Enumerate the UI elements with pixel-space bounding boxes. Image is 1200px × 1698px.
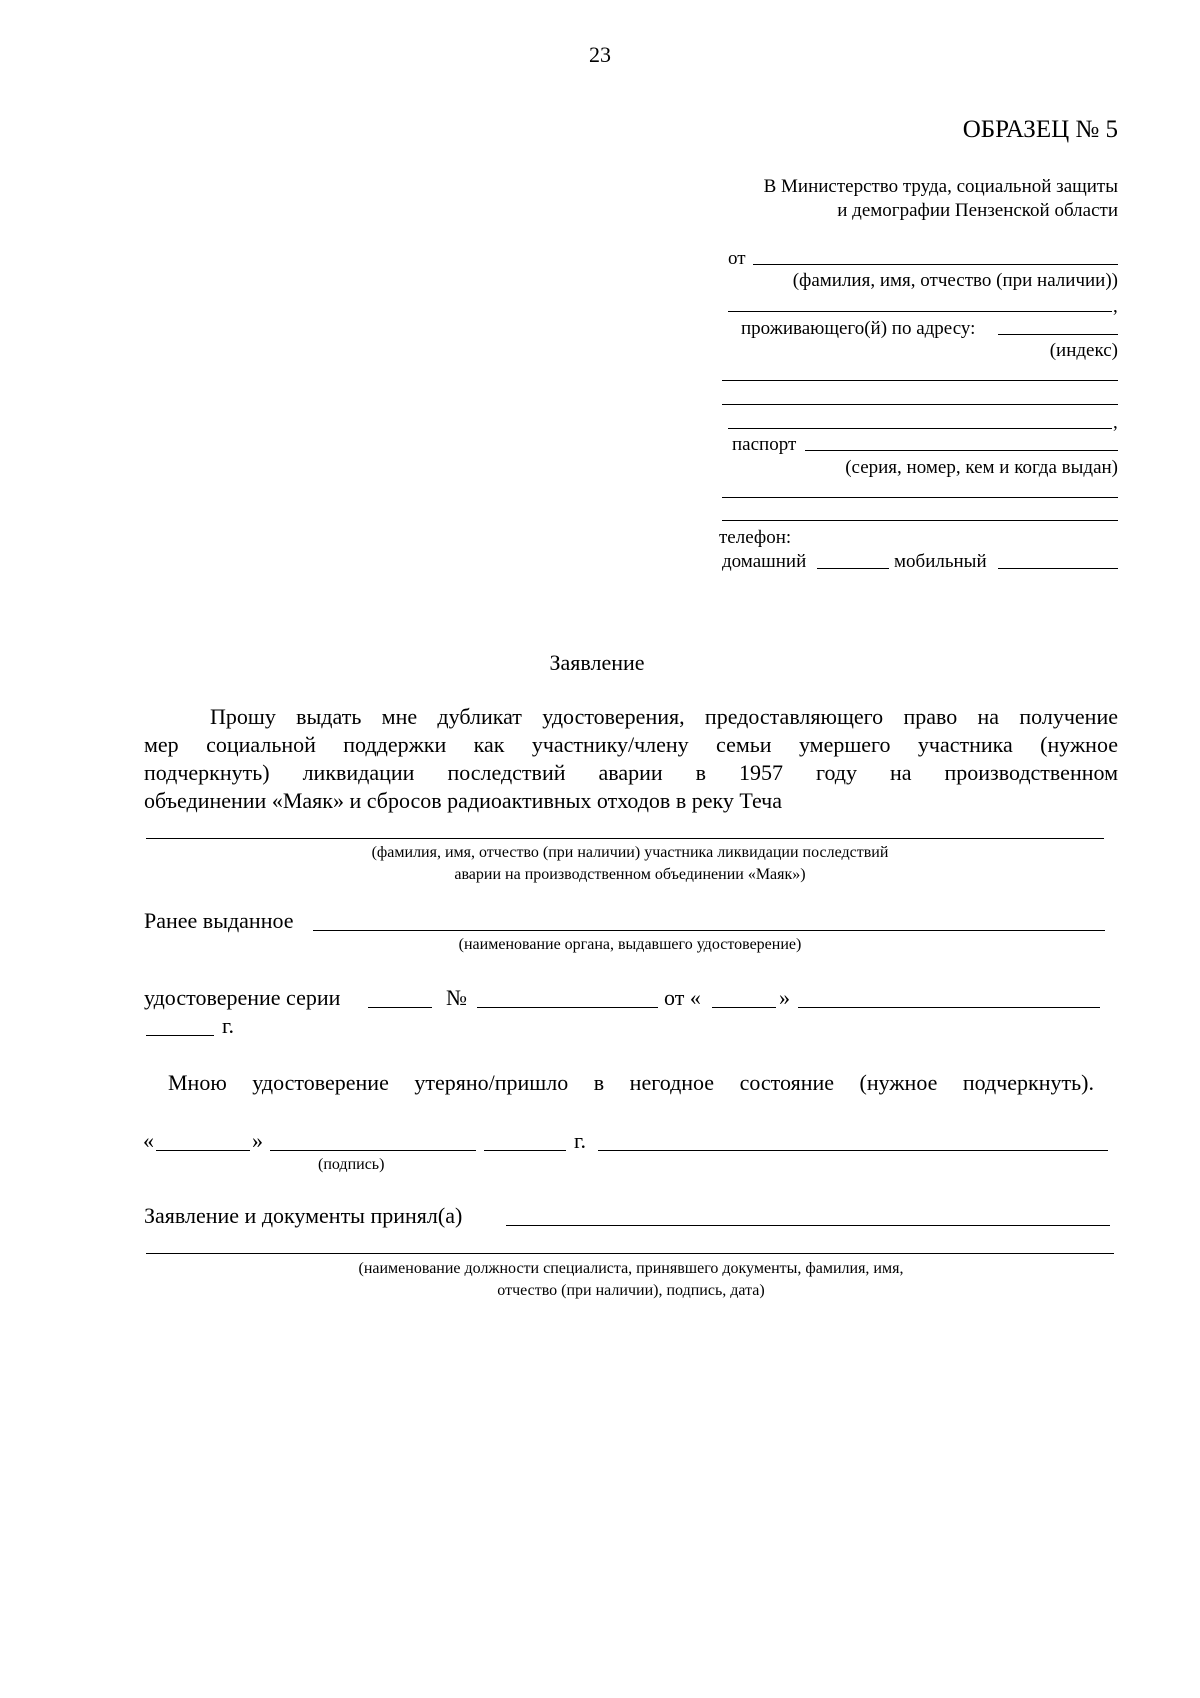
sign-year-field[interactable]: [484, 1150, 566, 1151]
participant-fio-field[interactable]: [146, 838, 1104, 839]
passport-label: паспорт: [732, 434, 797, 455]
cert-month-field[interactable]: [798, 1007, 1100, 1008]
participant-caption-2: аварии на производственном объединении «Маяк»): [454, 866, 806, 883]
quote-close: »: [779, 985, 790, 1010]
date-open-quote: «: [143, 1128, 154, 1153]
page-number: 23: [589, 42, 611, 67]
from-date-label: от «: [664, 985, 701, 1010]
date-close-quote: »: [252, 1128, 263, 1153]
lost-statement: Мною удостоверение утеряно/пришло в негодное состояние (нужное подчеркнуть).: [168, 1070, 1094, 1095]
cert-day-field[interactable]: [712, 1007, 776, 1008]
number-sign: №: [446, 985, 467, 1010]
addressee-line-1: В Министерство труда, социальной защиты: [763, 176, 1118, 197]
home-phone-label: домашний: [722, 551, 807, 572]
year-suffix: г.: [222, 1013, 235, 1038]
passport-caption: (серия, номер, кем и когда выдан): [845, 457, 1118, 478]
issuer-caption: (наименование органа, выдавшего удостоверение): [458, 936, 802, 953]
sample-label: ОБРАЗЕЦ № 5: [962, 116, 1118, 143]
cert-series-label: удостоверение серии: [144, 985, 341, 1010]
phone-label: телефон:: [719, 527, 792, 548]
cert-number-field[interactable]: [477, 1007, 658, 1008]
address-field-2[interactable]: [722, 404, 1118, 405]
date-year-suffix: г.: [574, 1128, 587, 1153]
addressee-line-2: и демографии Пензенской области: [837, 200, 1118, 221]
mobile-phone-label: мобильный: [894, 551, 987, 572]
address-label: проживающего(й) по адресу:: [741, 318, 976, 339]
address-field-1[interactable]: [722, 380, 1118, 381]
sign-month-field[interactable]: [270, 1150, 476, 1151]
mobile-phone-field[interactable]: [998, 568, 1118, 569]
accepted-caption-1: (наименование должности специалиста, принявшего документы, фамилия, имя,: [358, 1260, 904, 1277]
issuer-field[interactable]: [313, 930, 1105, 931]
signature-field[interactable]: [598, 1150, 1108, 1151]
accepted-by-field[interactable]: [506, 1225, 1110, 1226]
participant-caption-1: (фамилия, имя, отчество (при наличии) участника ликвидации последствий: [371, 844, 889, 861]
cert-series-field[interactable]: [368, 1007, 432, 1008]
body-line-3: подчеркнуть) ликвидации последствий аварии в 1957 году на производственном: [144, 760, 1118, 785]
from-label: от: [728, 248, 746, 269]
passport-field[interactable]: [805, 450, 1118, 451]
fio-field-continued[interactable]: [728, 311, 1112, 312]
accepted-by-field-2[interactable]: [146, 1253, 1114, 1254]
home-phone-field[interactable]: [817, 568, 889, 569]
fio-field[interactable]: [753, 264, 1118, 265]
accepted-label: Заявление и документы принял(а): [144, 1203, 463, 1228]
body-line-2: мер социальной поддержки как участнику/члену семьи умершего участника (нужное: [144, 732, 1118, 757]
document-title: Заявление: [549, 650, 645, 675]
body-line-4: объединении «Маяк» и сбросов радиоактивных отходов в реку Теча: [144, 788, 782, 813]
earlier-issued-label: Ранее выданное: [144, 908, 294, 933]
address-field-3[interactable]: [728, 428, 1112, 429]
index-caption: (индекс): [1049, 340, 1118, 361]
index-field[interactable]: [998, 334, 1118, 335]
signature-caption: (подпись): [318, 1156, 385, 1173]
passport-field-3[interactable]: [722, 520, 1118, 521]
sign-day-field[interactable]: [156, 1150, 250, 1151]
accepted-caption-2: отчество (при наличии), подпись, дата): [497, 1282, 765, 1299]
comma-1: ,: [1113, 296, 1118, 317]
passport-field-2[interactable]: [722, 497, 1118, 498]
cert-year-field[interactable]: [146, 1035, 214, 1036]
body-line-1: Прошу выдать мне дубликат удостоверения, предоставляющего право на получение: [210, 704, 1118, 729]
fio-caption: (фамилия, имя, отчество (при наличии)): [792, 270, 1118, 291]
comma-2: ,: [1113, 412, 1118, 433]
